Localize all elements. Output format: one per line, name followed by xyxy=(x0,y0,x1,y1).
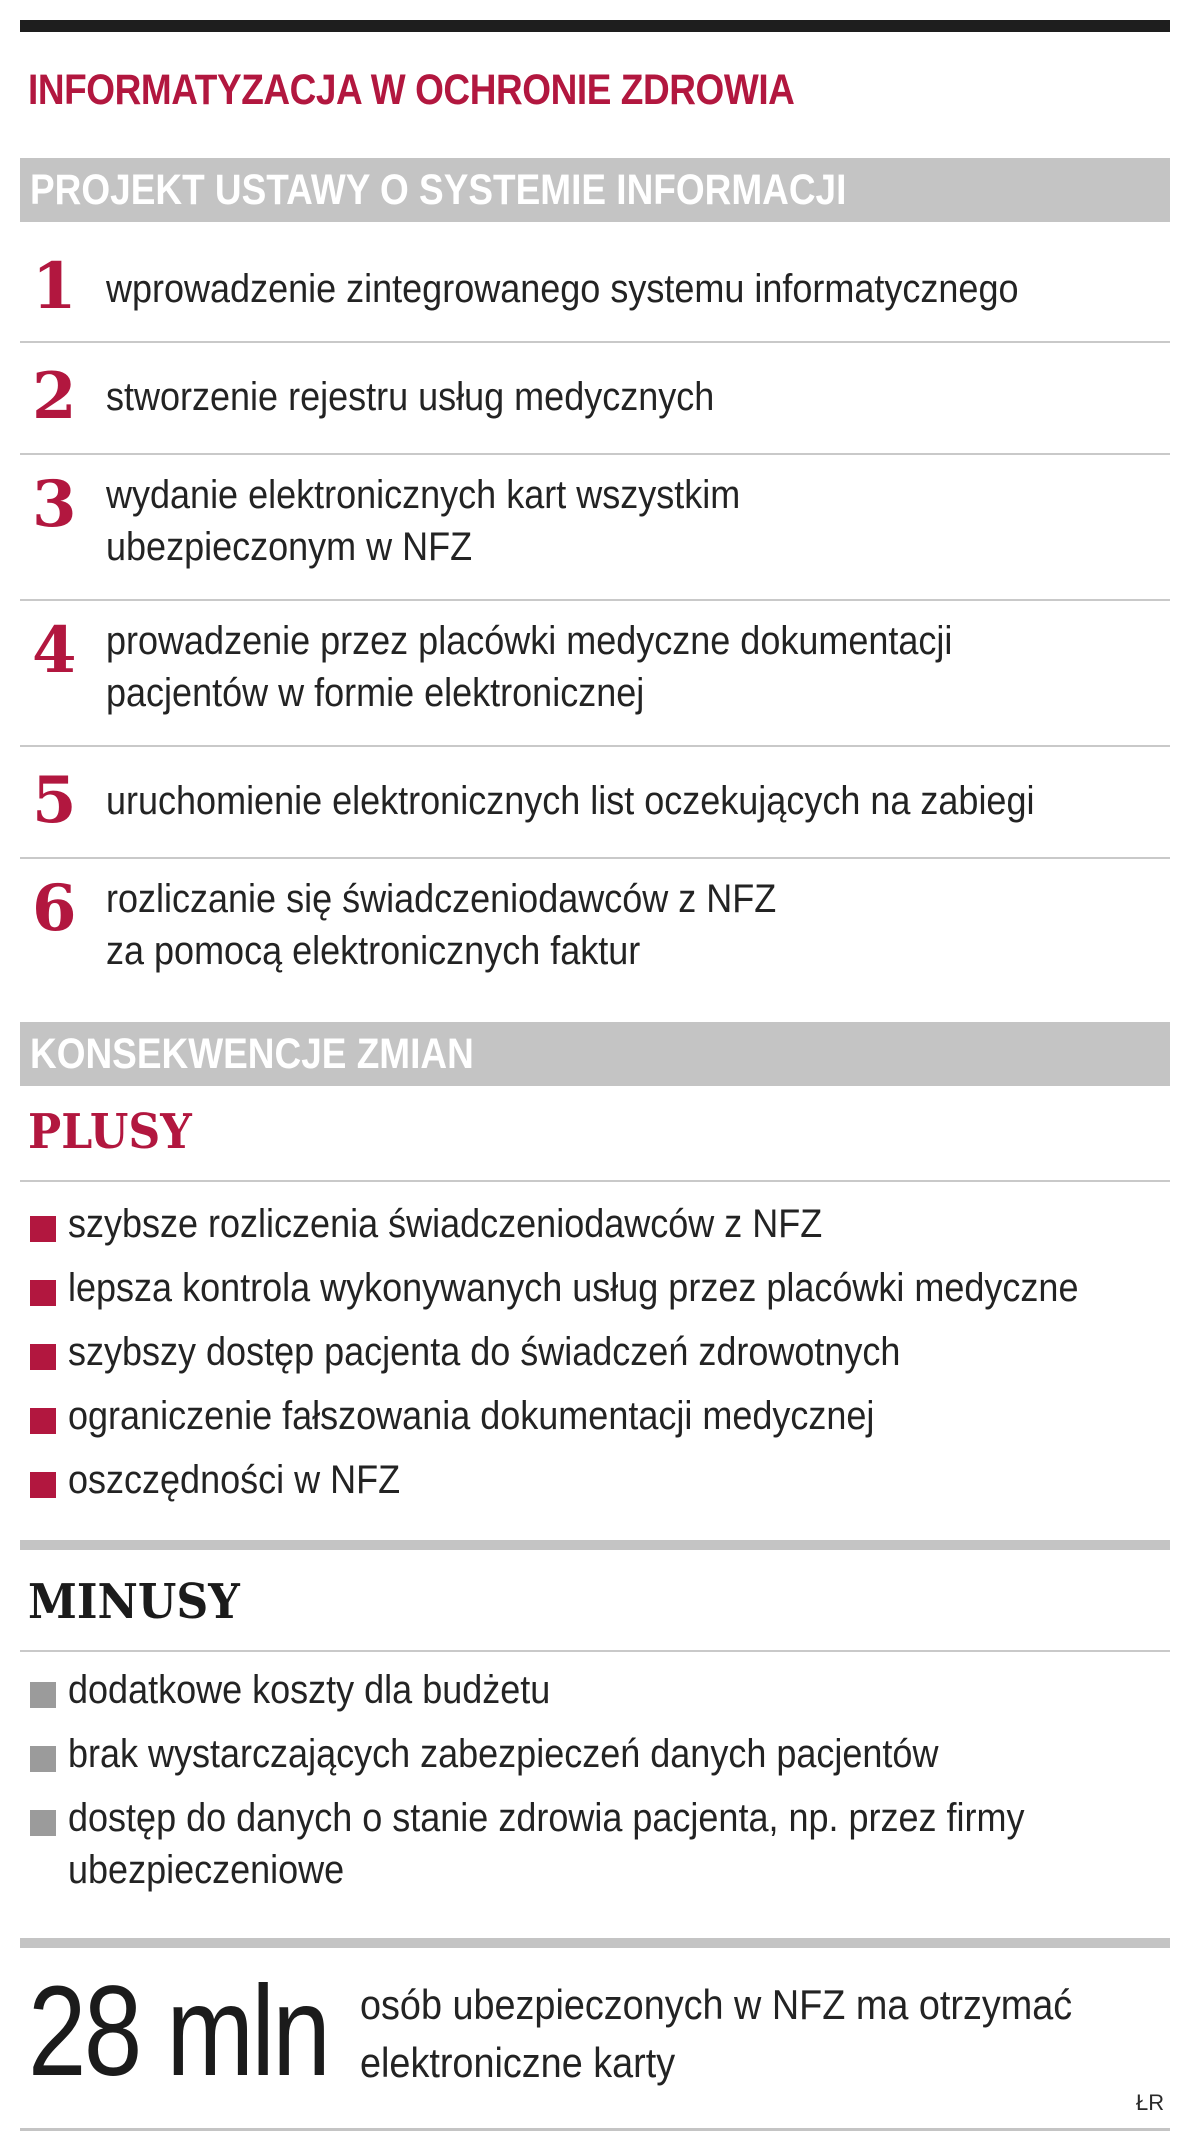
bullet-square-icon xyxy=(30,1682,56,1708)
plusy-item-text: szybszy dostęp pacjenta do świadczeń zdrowotnych xyxy=(68,1330,901,1374)
section-heading-project-text: PROJEKT USTAWY O SYSTEMIE INFORMACJI xyxy=(30,166,847,214)
stat-description xyxy=(360,1976,1072,2092)
step-number: 5 xyxy=(32,763,77,838)
divider-bar xyxy=(20,1938,1170,1948)
step-text: uruchomienie elektronicznych list oczekujących na zabiegi xyxy=(106,779,1035,823)
plusy-item-text: szybsze rozliczenia świadczeniodawców z NFZ xyxy=(68,1202,823,1246)
minusy-item-text: brak wystarczających zabezpieczeń danych pacjentów xyxy=(68,1732,939,1776)
bottom-rule xyxy=(20,2128,1170,2131)
plusy-item-text: oszczędności w NFZ xyxy=(68,1458,401,1502)
minusy-heading: MINUSY xyxy=(28,1574,240,1630)
bullet-square-icon xyxy=(30,1472,56,1498)
bullet-square-icon xyxy=(30,1810,56,1836)
bullet-square-icon xyxy=(30,1746,56,1772)
minusy-item-text: dostęp do danych o stanie zdrowia pacjenta, np. przez firmy xyxy=(68,1796,1025,1840)
step-text-line2: ubezpieczonym w NFZ xyxy=(106,525,473,569)
plusy-item-text: lepsza kontrola wykonywanych usług przez placówki medyczne xyxy=(68,1266,1079,1310)
top-rule xyxy=(20,20,1170,32)
author-credit: ŁR xyxy=(1136,2090,1165,2115)
bullet-square-icon xyxy=(30,1408,56,1434)
step-item xyxy=(20,599,1170,745)
divider xyxy=(20,1180,1170,1182)
section-heading-consequences-text: KONSEKWENCJE ZMIAN xyxy=(30,1030,474,1078)
step-number: 6 xyxy=(32,871,77,946)
step-number: 3 xyxy=(32,467,77,542)
minusy-item-text-continuation: ubezpieczeniowe xyxy=(68,1848,345,1892)
step-item xyxy=(20,745,1170,857)
divider xyxy=(20,1650,1170,1652)
bullet-square-icon xyxy=(30,1344,56,1370)
step-number: 1 xyxy=(32,249,77,324)
step-text: wydanie elektronicznych kart wszystkim xyxy=(106,473,741,517)
stat-description-line2: elektroniczne karty xyxy=(360,2039,676,2086)
step-item xyxy=(20,453,1170,599)
plusy-item-text: ograniczenie fałszowania dokumentacji medycznej xyxy=(68,1394,875,1438)
step-text-line2: za pomocą elektronicznych faktur xyxy=(106,929,641,973)
section-heading-consequences xyxy=(20,1022,1170,1086)
step-text: rozliczanie się świadczeniodawców z NFZ xyxy=(106,877,777,921)
step-text: wprowadzenie zintegrowanego systemu informatycznego xyxy=(106,267,1019,311)
step-number: 4 xyxy=(32,613,77,688)
steps-list xyxy=(20,233,1170,1005)
stat-description-line1: osób ubezpieczonych w NFZ ma otrzymać xyxy=(360,1981,1073,2028)
plusy-heading: PLUSY xyxy=(28,1104,192,1160)
step-number: 2 xyxy=(32,359,77,434)
step-item xyxy=(20,857,1170,1005)
step-item xyxy=(20,341,1170,453)
bullet-square-icon xyxy=(30,1280,56,1306)
step-text: prowadzenie przez placówki medyczne dokumentacji xyxy=(106,619,953,663)
stat-number: 28 mln xyxy=(28,1960,329,2103)
step-text: stworzenie rejestru usług medycznych xyxy=(106,375,715,419)
step-text-line2: pacjentów w formie elektronicznej xyxy=(106,671,645,715)
minusy-item-text: dodatkowe koszty dla budżetu xyxy=(68,1668,551,1712)
section-heading-project xyxy=(20,158,1170,222)
step-item xyxy=(20,233,1170,341)
page-title: INFORMATYZACJA W OCHRONIE ZDROWIA xyxy=(28,66,795,114)
divider-bar xyxy=(20,1540,1170,1550)
bullet-square-icon xyxy=(30,1216,56,1242)
